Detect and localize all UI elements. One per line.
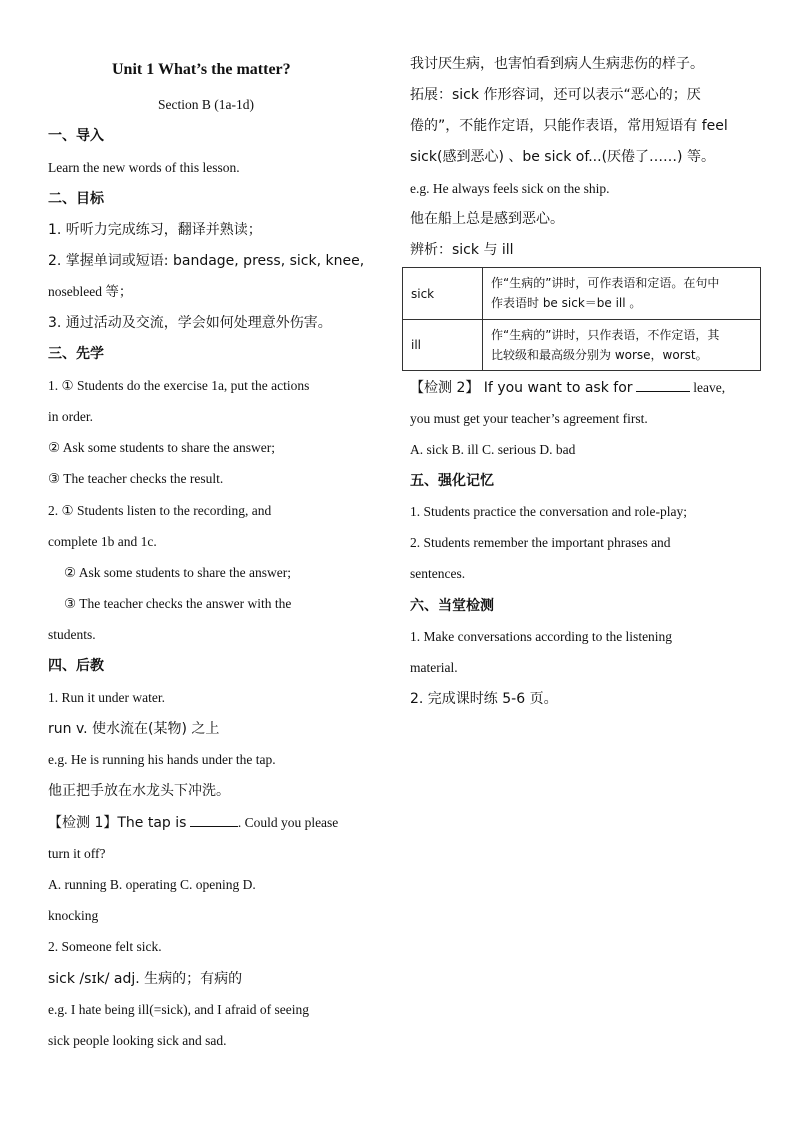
prelearn-line: ③ The teacher checks the result.	[48, 471, 224, 486]
goal-line: nosebleed 等；	[48, 284, 133, 299]
heading-teach: 四、后教	[48, 658, 104, 674]
table-cell-word: sick	[403, 268, 483, 319]
prelearn-line: 1. ① Students do the exercise 1a, put the actions	[48, 378, 310, 393]
teach-line: 他正把手放在水龙头下冲洗。	[48, 783, 230, 799]
quiz-2-line	[410, 378, 725, 398]
heading-memory: 五、强化记忆	[410, 473, 494, 489]
page-subtitle: Section B (1a-1d)	[158, 97, 254, 112]
sick-ill-table	[402, 267, 761, 371]
teach-line: 2. Someone felt sick.	[48, 939, 162, 954]
prelearn-line: ② Ask some students to share the answer;	[48, 440, 275, 455]
table-cell-desc: 作“生病的”讲时，可作表语和定语。在句中 作表语时 be sick＝be ill 。	[491, 276, 720, 310]
teach-line: 1. Run it under water.	[48, 690, 165, 705]
prelearn-line: complete 1b and 1c.	[48, 534, 157, 549]
heading-goals: 二、目标	[48, 191, 104, 207]
quiz-1-line	[48, 813, 338, 833]
heading-check: 六、当堂检测	[410, 598, 494, 614]
teach-line: sick people looking sick and sad.	[48, 1033, 227, 1048]
goal-line: 3. 通过活动及交流，学会如何处理意外伤害。	[48, 315, 332, 331]
answer-blank	[636, 379, 690, 392]
table-row	[403, 320, 760, 370]
heading-prelearn: 三、先学	[48, 346, 104, 362]
right-line: 拓展：sick 作形容词，还可以表示“恶心的；厌	[410, 87, 701, 103]
memory-line: 1. Students practice the conversation and role-play;	[410, 504, 688, 519]
teach-line: sick /sɪk/ adj. 生病的；有病的	[48, 971, 243, 987]
intro-text: Learn the new words of this lesson.	[48, 160, 240, 175]
teach-line: e.g. He is running his hands under the tap.	[48, 752, 276, 767]
memory-line: sentences.	[410, 566, 466, 581]
teach-line: e.g. I hate being ill(=sick), and I afraid of seeing	[48, 1002, 310, 1017]
quiz-2-label: 【检测 2】 If you want to ask for	[410, 380, 633, 396]
check-line: material.	[410, 660, 458, 675]
check-line: 2. 完成课时练 5-6 页。	[410, 691, 558, 707]
table-cell-word: ill	[403, 320, 483, 370]
page-title: Unit 1 What’s the matter?	[112, 61, 291, 78]
right-line: you must get your teacher’s agreement first.	[410, 411, 648, 426]
prelearn-line: ② Ask some students to share the answer;	[64, 565, 291, 580]
teach-line: knocking	[48, 908, 99, 923]
prelearn-line: students.	[48, 627, 96, 642]
right-line: 辨析：sick 与 ill	[410, 242, 514, 258]
quiz-1-label: 【检测 1】The tap is	[48, 815, 187, 831]
right-line: e.g. He always feels sick on the ship.	[410, 181, 610, 196]
teach-line: turn it off?	[48, 846, 106, 861]
answer-blank	[190, 814, 238, 827]
check-line: 1. Make conversations according to the listening	[410, 629, 673, 644]
memory-line: 2. Students remember the important phrases and	[410, 535, 671, 550]
quiz-2-options: A. sick B. ill C. serious D. bad	[410, 442, 576, 457]
right-line: 他在船上总是感到恶心。	[410, 211, 564, 227]
right-line: 倦的”，不能作定语，只能作表语，常用短语有 feel	[410, 118, 728, 134]
table-cell-desc: 作“生病的”讲时，只作表语，不作定语，其 比较级和最高级分别为 worse，worst。	[491, 328, 720, 362]
goal-line: 1. 听听力完成练习，翻译并熟读；	[48, 222, 262, 238]
teach-line: run v. 使水流在(某物) 之上	[48, 721, 220, 737]
quiz-1-options: A. running B. operating C. opening D.	[48, 877, 256, 892]
prelearn-line: ③ The teacher checks the answer with the	[64, 596, 292, 611]
right-line: sick(感到恶心) 、be sick of...(厌倦了……) 等。	[410, 149, 715, 165]
heading-intro: 一、导入	[48, 128, 104, 144]
goal-line: 2. 掌握单词或短语: bandage, press, sick, knee,	[48, 253, 365, 269]
prelearn-line: in order.	[48, 409, 93, 424]
table-row	[403, 268, 760, 320]
right-line: 我讨厌生病，也害怕看到病人生病悲伤的样子。	[410, 56, 704, 72]
prelearn-line: 2. ① Students listen to the recording, and	[48, 503, 272, 518]
quiz-2-rest: leave,	[693, 380, 726, 395]
quiz-1-rest: . Could you please	[237, 815, 339, 830]
